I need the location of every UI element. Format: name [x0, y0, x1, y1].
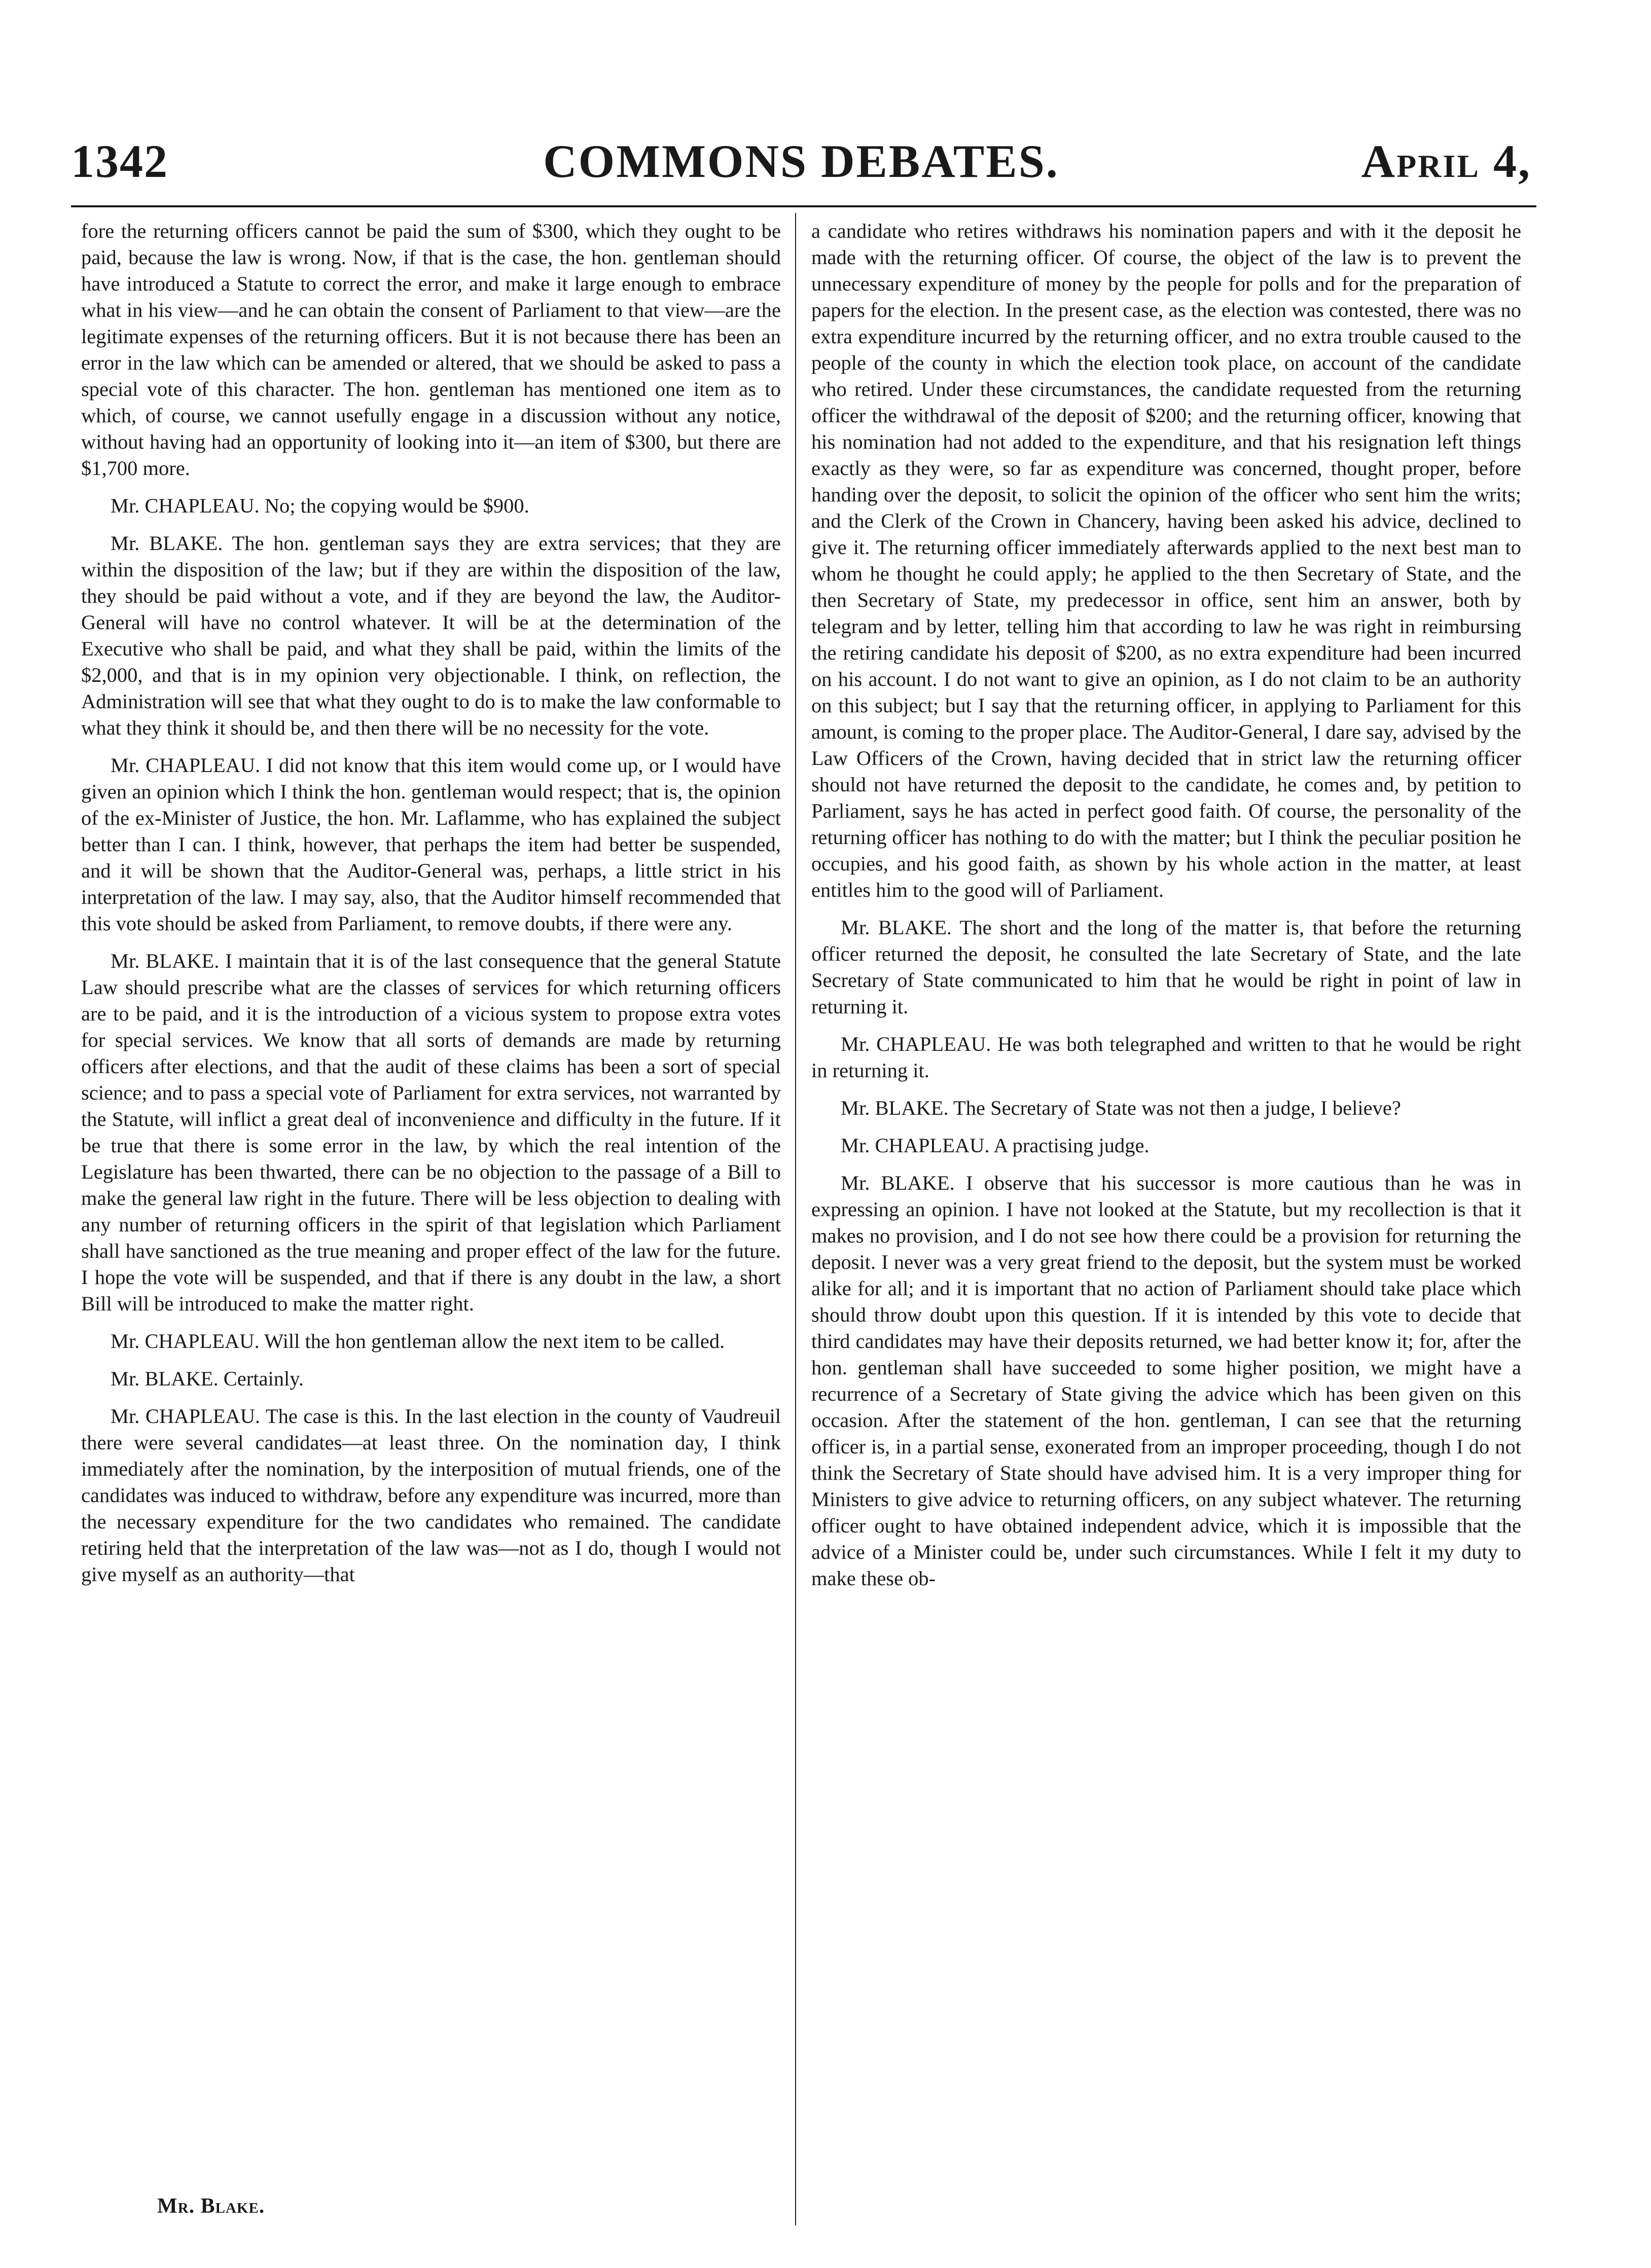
paragraph: Mr. CHAPLEAU. I did not know that this item would come up, or I would have given an opinion which I think the hon. gentleman would respect; that is, the opinion of the ex-Minister of Justice, the hon. Mr. Laflamme, who has explained the subject better than I can. I think, however, that perhaps the item had better be suspended, and it will be shown that the Auditor-General was, perhaps, a little strict in his interpretation of the law. I may say, also, that the Auditor himself recommended that this vote should be asked from Parliament, to remove doubts, if there were any. [81, 754, 781, 935]
paragraph: Mr. BLAKE. Certainly. [111, 1367, 304, 1390]
paragraph: Mr. BLAKE. The hon. gentleman says they are extra services; that they are within the disposition of the law; but if they are within the disposition of the law, they should be paid without a vote, and if they are beyond the law, the Auditor-General will have no control whatever. It will be at the determination of the Executive who shall be paid, and what they shall be paid, within the limits of the $2,000, and that is in my opinion very objectionable. I think, on reflection, the Administration will see that what they ought to do is to make the law conformable to what they think it should be, and then there will be no necessity for the vote. [81, 532, 781, 739]
page-title: COMMONS DEBATES. [543, 135, 1059, 187]
page-date: April 4, [1361, 135, 1531, 187]
paragraph: Mr. BLAKE. The Secretary of State was not then a judge, I believe? [841, 1096, 1401, 1119]
header-rule [71, 205, 1536, 207]
paragraph: Mr. CHAPLEAU. Will the hon gentleman allow the next item to be called. [111, 1330, 725, 1352]
paragraph: Mr. BLAKE. I observe that his successor is more cautious than he was in expressing an opinion. I have not looked at the Statute, but my recollection is that it makes no provision, and I do not see how there could be a provision for returning the deposit. I never was a very great friend to the deposit, but the system must be worked alike for all; and it is important that no action of Parliament should take place which should throw doubt upon this question. If it is intended by this vote to decide that third candidates may have their deposits returned, we had better know it; for, after the hon. gentleman shall have succeeded to some higher position, we might have a recurrence of a Secretary of State giving the advice which has been given on this occasion. After the statement of the hon. gentleman, I can see that the returning officer is, in a partial sense, exonerated from an improper proceeding, though I do not think the Secretary of State should have advised him. It is a very improper thing for Ministers to give advice to returning officers, on any subject whatever. The returning officer ought to have obtained independent advice, which it is impossible that the advice of a Minister could be, under such circumstances. While I felt it my duty to make these ob- [811, 1172, 1521, 1590]
page-number: 1342 [71, 135, 168, 187]
paragraph: fore the returning officers cannot be paid the sum of $300, which they ought to be paid, because the law is wrong. Now, if that is the case, the hon. gentleman should have introduced a Statute to correct the error, and make it large enough to embrace what in his view—and he can obtain the consent of Parliament to that view—are the legitimate expenses of the returning officers. But it is not because there has been an error in the law which can be amended or altered, that we should be asked to pass a special vote of this character. The hon. gentleman has mentioned one item as to which, of course, we cannot usefully engage in a discussion without any notice, without having had an opportunity of looking into it—an item of $300, but there are $1,700 more. [81, 220, 781, 480]
right-column [811, 218, 1521, 1603]
paragraph: a candidate who retires withdraws his nomination papers and with it the deposit he made with the returning officer. Of course, the object of the law is to prevent the unnecessary expenditure of money by the people for polls and for the preparation of papers for the election. In the present case, as the election was contested, there was no extra expenditure incurred by the returning officer, and no extra trouble caused to the people of the county in which the election took place, on account of the candidate who retired. Under these circumstances, the candidate requested from the returning officer the withdrawal of the deposit of $200; and the returning officer, knowing that his nomination had not added to the expenditure, and that his resignation left things exactly as they were, so far as expenditure was concerned, thought proper, before handing over the deposit, to solicit the opinion of the officer who sent him the writs; and the Clerk of the Crown in Chancery, having been asked his advice, declined to give it. The returning officer immediately afterwards applied to the next best man to whom he thought he could apply; he applied to the then Secretary of State, and the then Secretary of State, my predecessor in office, sent him an answer, both by telegram and by letter, telling him that according to law he was right in reimbursing the retiring candidate his deposit of $200, as no extra expenditure had been incurred on his account. I do not want to give an opinion, as I do not claim to be an authority on this subject; but I say that the returning officer, in applying to Parliament for this amount, is coming to the proper place. The Auditor-General, I dare say, advised by the Law Officers of the Crown, having decided that in strict law the returning officer should not have returned the deposit to the candidate, he comes and, by petition to Parliament, says he has acted in perfect good faith. Of course, the personality of the returning officer has nothing to do with the matter; but I think the peculiar position he occupies, and his good faith, as shown by his whole action in the matter, at least entitles him to the good will of Parliament. [811, 220, 1521, 901]
page-header [71, 134, 1531, 200]
paragraph: Mr. CHAPLEAU. He was both telegraphed and written to that he would be right in returning it. [811, 1033, 1521, 1082]
paragraph: Mr. BLAKE. I maintain that it is of the last consequence that the general Statute Law should prescribe what are the classes of services for which returning officers are to be paid, and it is the introduction of a vicious system to propose extra votes for special services. We know that all sorts of demands are made by returning officers after elections, and that the audit of these claims has been a sort of special science; and to pass a special vote of Parliament for extra services, not warranted by the Statute, will inflict a great deal of inconvenience and difficulty in the future. If it be true that there is some error in the law, by which the real intention of the Legislature has been thwarted, there can be no objection to the passage of a Bill to make the general law right in the future. There will be less objection to dealing with any number of returning officers in the spirit of that legislation which Parliament shall have sanctioned as the true meaning and proper effect of the law for the future. I hope the vote will be suspended, and that if there is any doubt in the law, a short Bill will be introduced to make the matter right. [81, 949, 781, 1315]
left-column [81, 218, 781, 1599]
paragraph: Mr. BLAKE. The short and the long of the matter is, that before the returning officer returned the deposit, he consulted the late Secretary of State, and the late Secretary of State communicated to him that he would be right in point of law in returning it. [811, 916, 1521, 1018]
paragraph: Mr. CHAPLEAU. No; the copying would be $900. [111, 494, 529, 517]
paragraph: Mr. CHAPLEAU. A practising judge. [841, 1134, 1150, 1157]
column-divider [795, 213, 796, 2225]
footer-speaker: Mr. Blake. [157, 2194, 265, 2218]
paragraph: Mr. CHAPLEAU. The case is this. In the last election in the county of Vaudreuil there were several candidates—at least three. On the nomination day, I think immediately after the nomination, by the interposition of mutual friends, one of the candidates was induced to withdraw, before any expenditure was incurred, more than the necessary expenditure for the two candidates who remained. The candidate retiring held that the interpretation of the law was—not as I do, though I would not give myself as an authority—that [81, 1405, 781, 1586]
